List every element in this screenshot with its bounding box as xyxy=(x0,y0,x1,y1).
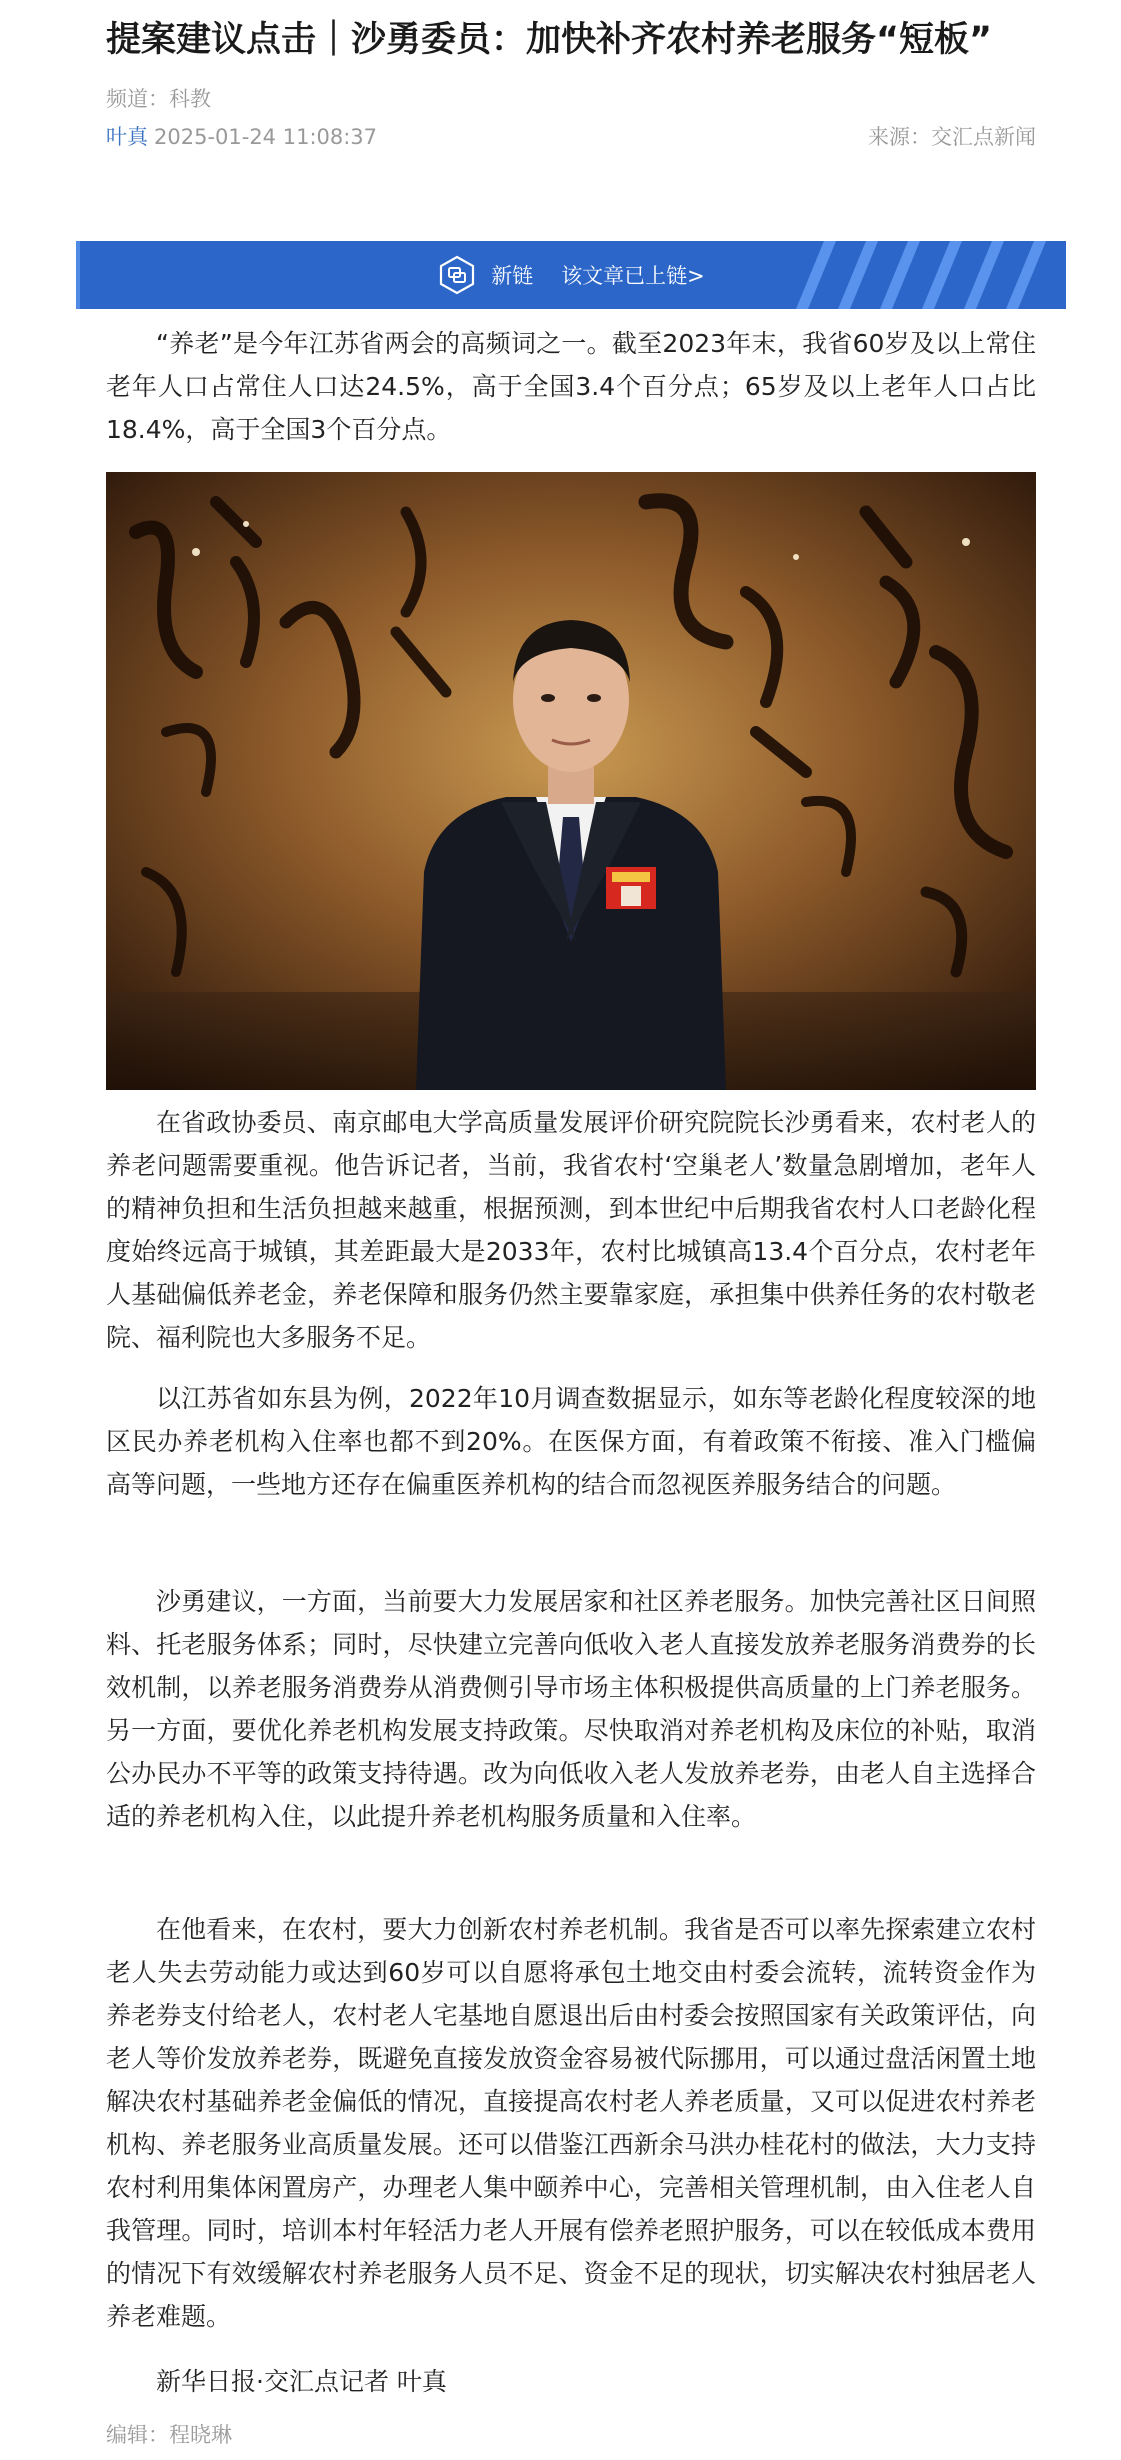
author-link[interactable]: 叶真 xyxy=(106,125,148,149)
paragraph-intro: “养老”是今年江苏省两会的高频词之一。截至2023年末，我省60岁及以上常住老年人口占常住人口达24.5%，高于全国3.4个百分点；65岁及以上老年人口占比18.4%，高于全国3个百分点。 xyxy=(106,329,1036,444)
reporter-byline: 新华日报·交汇点记者 叶真 xyxy=(156,2367,447,2396)
paragraph-rudong: 以江苏省如东县为例，2022年10月调查数据显示，如东等老龄化程度较深的地区民办养老机构入住率也都不到20%。在医保方面，有着政策不衔接、准入门槛偏高等问题，一些地方还存在偏重医养机构的结合而忽视医养服务结合的问题。 xyxy=(106,1384,1036,1499)
portrait-illustration xyxy=(106,472,1036,1090)
article-header xyxy=(106,0,1036,152)
paragraph-rural: 在他看来，在农村，要大力创新农村养老机制。我省是否可以率先探索建立农村老人失去劳动能力或达到60岁可以自愿将承包土地交由村委会流转，流转资金作为养老券支付给老人，农村老人宅基地自愿退出后由村委会按照国家有关政策评估，向老人等价发放养老券，既避免直接发放资金容易被代际挪用，可以通过盘活闲置土地解决农村基础养老金偏低的情况，直接提高农村老人养老质量，又可以促进农村养老机构、养老服务业高质量发展。还可以借鉴江西新余马洪办桂花村的做法，大力支持农村利用集体闲置房产，办理老人集中颐养中心，完善相关管理机制，由入住老人自我管理。同时，培训本村年轻活力老人开展有偿养老照护服务，可以在较低成本费用的情况下有效缓解农村养老服务人员不足、资金不足的现状，切实解决农村独居老人养老难题。 xyxy=(106,1915,1036,2331)
paragraph-opinion: 在省政协委员、南京邮电大学高质量发展评价研究院院长沙勇看来，农村老人的养老问题需要重视。他告诉记者，当前，我省农村‘空巢老人’数量急剧增加，老年人的精神负担和生活负担越来越重，根据预测，到本世纪中后期我省农村人口老龄化程度始终远高于城镇，其差距最大是2033年，农村比城镇高13.4个百分点，农村老年人基础偏低养老金，养老保障和服务仍然主要靠家庭，承担集中供养任务的农村敬老院、福利院也大多服务不足。 xyxy=(106,1108,1036,1352)
author-date xyxy=(106,122,377,152)
publish-datetime: 2025-01-24 11:08:37 xyxy=(154,125,378,149)
blockchain-banner[interactable] xyxy=(76,241,1066,309)
paragraph-suggestion: 沙勇建议，一方面，当前要大力发展居家和社区养老服务。加快完善社区日间照料、托老服务体系；同时，尽快建立完善向低收入老人直接发放养老服务消费券的长效机制，以养老服务消费券从消费侧引导市场主体积极提供高质量的上门养老服务。另一方面，要优化养老机构发展支持政策。尽快取消对养老机构及床位的补贴，取消公办民办不平等的政策支持待遇。改为向低收入老人发放养老券，由老人自主选择合适的养老机构入住，以此提升养老机构服务质量和入住率。 xyxy=(106,1587,1036,1831)
portrait-photo xyxy=(106,472,1036,1090)
chain-name: 新链 xyxy=(491,264,534,288)
chain-status-link[interactable]: 该文章已上链> xyxy=(561,264,705,288)
article-title: 提案建议点击｜沙勇委员：加快补齐农村养老服务“短板” xyxy=(106,20,993,60)
channel-label: 频道：科教 xyxy=(106,87,211,111)
banner-content xyxy=(76,241,1066,309)
editor-label: 编辑：程晓琳 xyxy=(106,2423,232,2447)
chain-icon xyxy=(437,255,477,295)
source-label: 来源：交汇点新闻 xyxy=(868,125,1036,149)
meta-row xyxy=(106,122,1036,152)
